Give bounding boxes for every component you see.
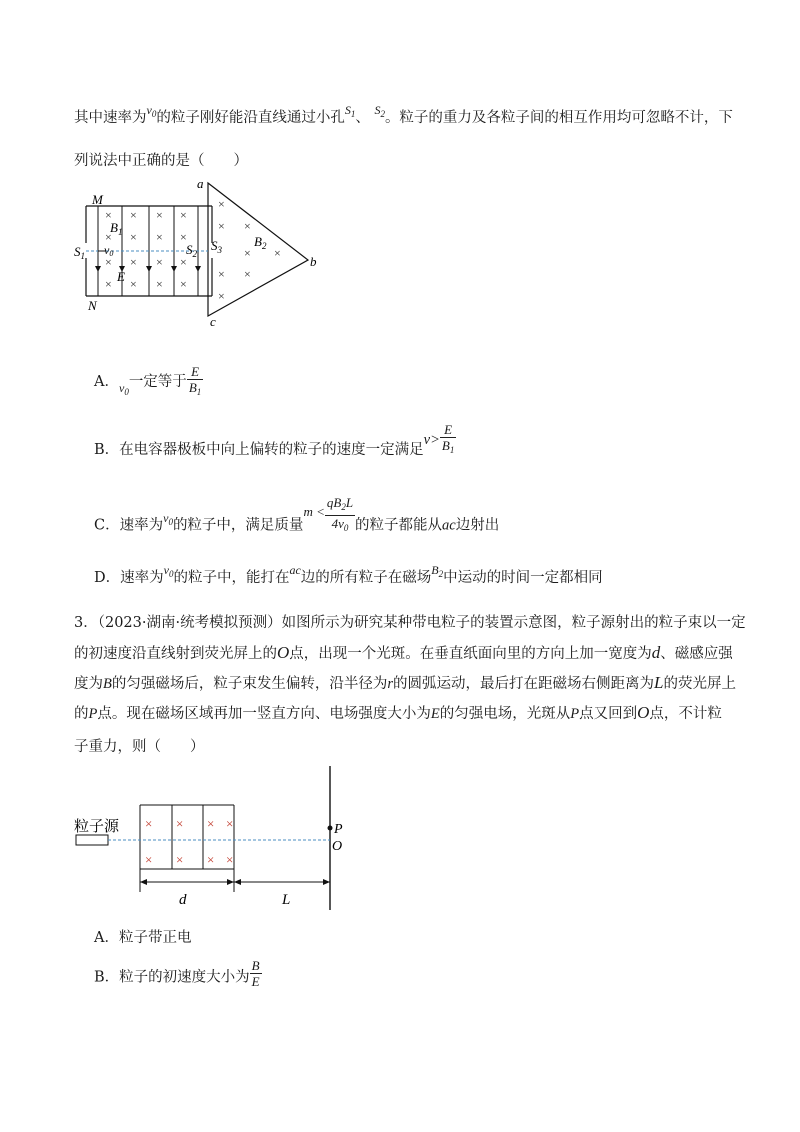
svg-text:×: × — [218, 219, 225, 233]
svg-text:d: d — [179, 892, 187, 908]
svg-text:×: × — [218, 289, 225, 303]
svg-text:×: × — [180, 255, 187, 269]
v0-symbol: v0 — [146, 103, 157, 119]
svg-text:×: × — [105, 277, 112, 291]
svg-text:×: × — [226, 852, 234, 867]
fraction-qb2l-over-4v0: $\frac{qB_2L}{4v_0}$ — [326, 495, 354, 533]
svg-text:×: × — [226, 816, 234, 831]
q2-option-c[interactable]: C．速率为$^{v_0}$的粒子中，满足质量m < $\frac{qB_2L}{4v_0}$ 的粒子都能从ac边射出 — [94, 505, 499, 546]
svg-text:粒子源: 粒子源 — [74, 819, 120, 835]
svg-text:P: P — [334, 822, 343, 837]
q2-option-d[interactable]: D．速率为$^{v_0}$的粒子中，能打在$^{ac}$边的所有粒子在磁场$^{B_2}$中运动的时间一定都相同 — [94, 563, 603, 586]
svg-text:B1: $B_1$ — [110, 220, 123, 237]
q3-figure — [72, 764, 362, 914]
svg-text:×: × — [105, 255, 112, 269]
q3-stem-line5: 子重力，则（ ） — [74, 739, 205, 755]
fraction-e-over-b1: $\frac{E}{B_1}$ — [188, 364, 202, 397]
svg-text:v0: v0 — [104, 243, 114, 258]
svg-text:N: N — [88, 298, 97, 313]
svg-text:S1: $S_1$ — [74, 244, 85, 261]
particle-source-box — [76, 835, 108, 845]
point-p — [328, 826, 333, 831]
svg-text:×: × — [145, 816, 153, 831]
svg-text:×: × — [244, 267, 251, 281]
svg-text:×: × — [244, 246, 251, 260]
s1-symbol: S1 — [344, 103, 356, 119]
q3-option-b[interactable]: B．粒子的初速度大小为 $\frac{B}{E}$ — [94, 958, 260, 989]
svg-text:c: c — [210, 314, 216, 329]
svg-text:S2: $S_2$ — [186, 242, 197, 259]
svg-text:a: a — [197, 176, 204, 191]
svg-text:×: × — [274, 246, 281, 260]
svg-text:×: × — [156, 208, 163, 222]
q3-stem-line2: 的初速度沿直线射到荧光屏上的O点，出现一个光斑。在垂直纸面向里的方向上加一宽度为d、磁感应强 — [74, 643, 733, 662]
svg-text:×: × — [156, 277, 163, 291]
q2-figure — [74, 178, 334, 328]
svg-text:×: × — [130, 208, 137, 222]
svg-text:×: × — [244, 219, 251, 233]
svg-text:M: M — [92, 192, 103, 207]
svg-text:×: × — [207, 852, 215, 867]
svg-text:×: × — [130, 277, 137, 291]
q2-stem-line2: 列说法中正确的是（ ） — [74, 153, 248, 169]
fraction-e-over-b1: $\frac{E}{B_1}$ — [441, 422, 455, 455]
q2-option-b[interactable]: B．在电容器极板中向上偏转的粒子的速度一定满足v> $\frac{E}{B_1}$ — [94, 422, 455, 458]
q2-stem-line1: 其中速率为$^{v_0}$的粒子刚好能沿直线通过小孔$^{S_1}$、 $^{S_2}$。粒子的重力及各粒子间的相互作用均可忽略不计，下 — [74, 103, 733, 126]
svg-text:×: × — [130, 255, 137, 269]
svg-text:×: × — [218, 197, 225, 211]
svg-text:×: × — [156, 255, 163, 269]
magnetic-crosses — [145, 816, 233, 867]
fraction-b-over-e: $\frac{B}{E}$ — [251, 958, 260, 989]
svg-text:L: L — [282, 892, 291, 908]
s2-symbol: S2 — [374, 103, 385, 119]
svg-text:×: × — [180, 230, 187, 244]
q3-option-a[interactable]: A．粒子带正电 — [94, 930, 192, 946]
svg-text:×: × — [180, 208, 187, 222]
svg-text:×: × — [145, 852, 153, 867]
svg-text:O: O — [332, 839, 343, 854]
q2-option-a[interactable]: A．$_{v_0}$一定等于 $\frac{E}{B_1}$ — [94, 362, 203, 402]
svg-text:×: × — [176, 816, 184, 831]
q3-stem-line3: 度为B的匀强磁场后，粒子束发生偏转，沿半径为r的圆弧运动，最后打在距磁场右侧距离为L的荧光屏上 — [74, 673, 736, 692]
svg-text:B2: $B_2$ — [254, 234, 267, 251]
svg-text:×: × — [130, 230, 137, 244]
svg-text:×: × — [180, 277, 187, 291]
svg-text:×: × — [105, 208, 112, 222]
svg-text:×: × — [207, 816, 215, 831]
svg-text:E: E — [117, 269, 125, 284]
q3-stem-line1: 3．（2023·湖南·统考模拟预测）如图所示为研究某种带电粒子的装置示意图，粒子源射出的粒子束以一定 — [74, 615, 746, 631]
svg-text:×: × — [218, 267, 225, 281]
q3-stem-line4: 的P点。现在磁场区域再加一竖直方向、电场强度大小为E的匀强电场，光斑从P点又回到O点，不计粒 — [74, 703, 722, 722]
svg-text:×: × — [156, 230, 163, 244]
svg-text:×: × — [176, 852, 184, 867]
svg-text:b: b — [310, 254, 317, 269]
triangle-crosses — [218, 197, 281, 303]
svg-text:S3: $S_3$ — [211, 238, 222, 255]
svg-text:×: × — [105, 230, 112, 244]
